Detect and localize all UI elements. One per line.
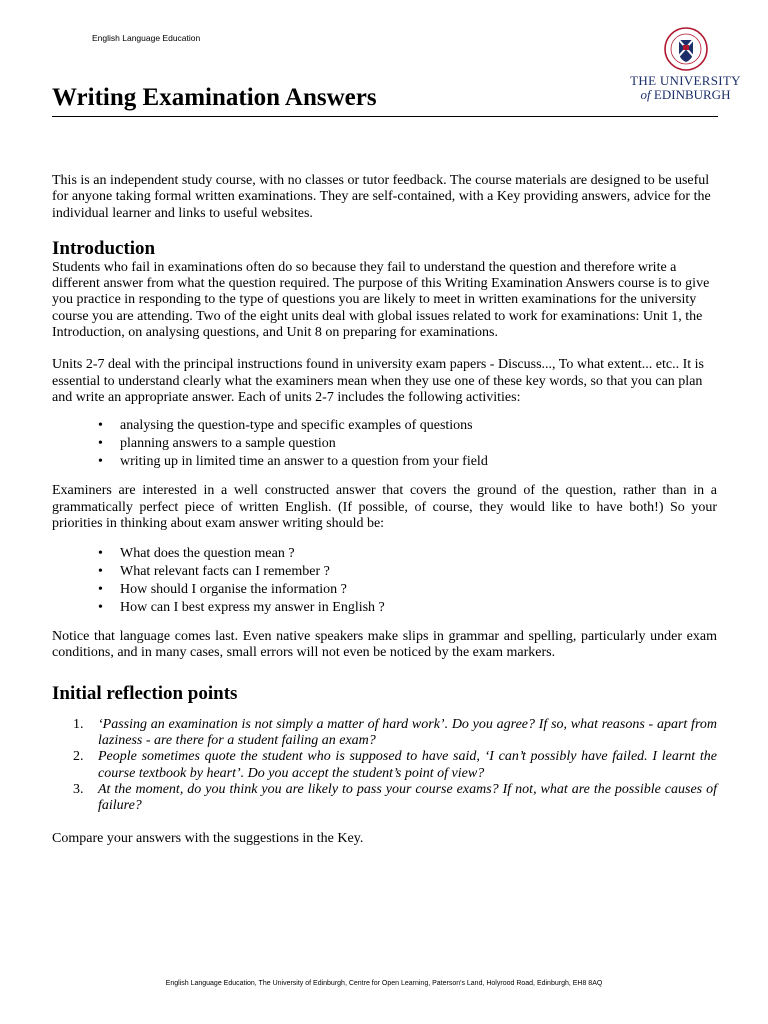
reflection-closing: Compare your answers with the suggestions in the Key.	[52, 830, 364, 846]
list-item: • What does the question mean ?	[120, 545, 717, 563]
department-header: English Language Education	[92, 33, 201, 43]
intro-paragraph: This is an independent study course, with no classes or tutor feedback. The course materials are designed to be useful for anyone taking formal written examinations. They are self-contained, with a Key providing answers, advice for the individual learner and links to useful websites.	[52, 173, 711, 221]
introduction-heading: Introduction	[52, 237, 156, 259]
list-item: • How can I best express my answer in English ?	[120, 599, 717, 617]
list-item: • How should I organise the information ?	[120, 581, 717, 599]
main-content	[52, 173, 717, 847]
introduction-paragraph-1: Students who fail in examinations often do so because they fail to understand the question and therefore write a different answer from what the question required. The purpose of this Writing Examination Answers course is to give you practice in responding to the type of questions you are likely to meet in written examinations for the university course you are attending. Two of the eight units deal with global issues related to work for examinations: Unit 1, the Introduction, on analysing questions, and Unit 8 on preparing for examinations.	[52, 259, 710, 341]
university-logo	[628, 26, 743, 106]
list-item: 3. At the moment, do you think you are likely to pass your course exams? If not, what are the possible causes of failure?	[73, 781, 717, 814]
logo-text-line2: of EDINBURGH	[640, 87, 731, 102]
introduction-paragraph-3: Examiners are interested in a well constructed answer that covers the ground of the question, rather than in a grammatically perfect piece of written English. (If possible, of course, they would like to have both!) So your priorities in thinking about exam answer writing should be:	[52, 483, 717, 531]
page-title: Writing Examination Answers	[52, 84, 377, 111]
list-item: 1. ‘Passing an examination is not simply a matter of hard work’. Do you agree? If so, what reasons - apart from laziness - are there for a student failing an exam?	[73, 716, 717, 749]
list-item: • What relevant facts can I remember ?	[120, 563, 717, 581]
list-item: 2. People sometimes quote the student who is supposed to have said, ‘I can’t possibly have failed. I learnt the course textbook by heart’. Do you accept the student’s point of view?	[73, 749, 717, 781]
activities-list	[52, 417, 717, 471]
reflection-heading: Initial reflection points	[52, 682, 238, 704]
introduction-paragraph-4: Notice that language comes last. Even native speakers make slips in grammar and spelling, particularly under exam conditions, and in many cases, small errors will not even be noticed by the exam markers.	[52, 629, 717, 661]
page-footer: English Language Education, The University of Edinburgh, Centre for Open Learning, Paterson's Land, Holyrood Road, Edinburgh, EH8 8AQ	[165, 980, 603, 987]
reflection-list	[52, 717, 717, 815]
title-divider	[52, 116, 718, 117]
university-crest-icon	[663, 26, 709, 72]
list-item: • writing up in limited time an answer to a question from your field	[120, 453, 717, 471]
list-item: • planning answers to a sample question	[120, 435, 717, 453]
priorities-list	[52, 545, 717, 617]
logo-text-line1: THE UNIVERSITY	[630, 73, 741, 88]
list-item: • analysing the question-type and specific examples of questions	[120, 417, 717, 435]
introduction-paragraph-2: Units 2-7 deal with the principal instructions found in university exam papers - Discuss..., To what extent... etc.. It is essential to understand clearly what the examiners mean when they use one of these key words, so that you can plan and write an appropriate answer. Each of units 2-7 includes the following activities:	[52, 357, 704, 405]
